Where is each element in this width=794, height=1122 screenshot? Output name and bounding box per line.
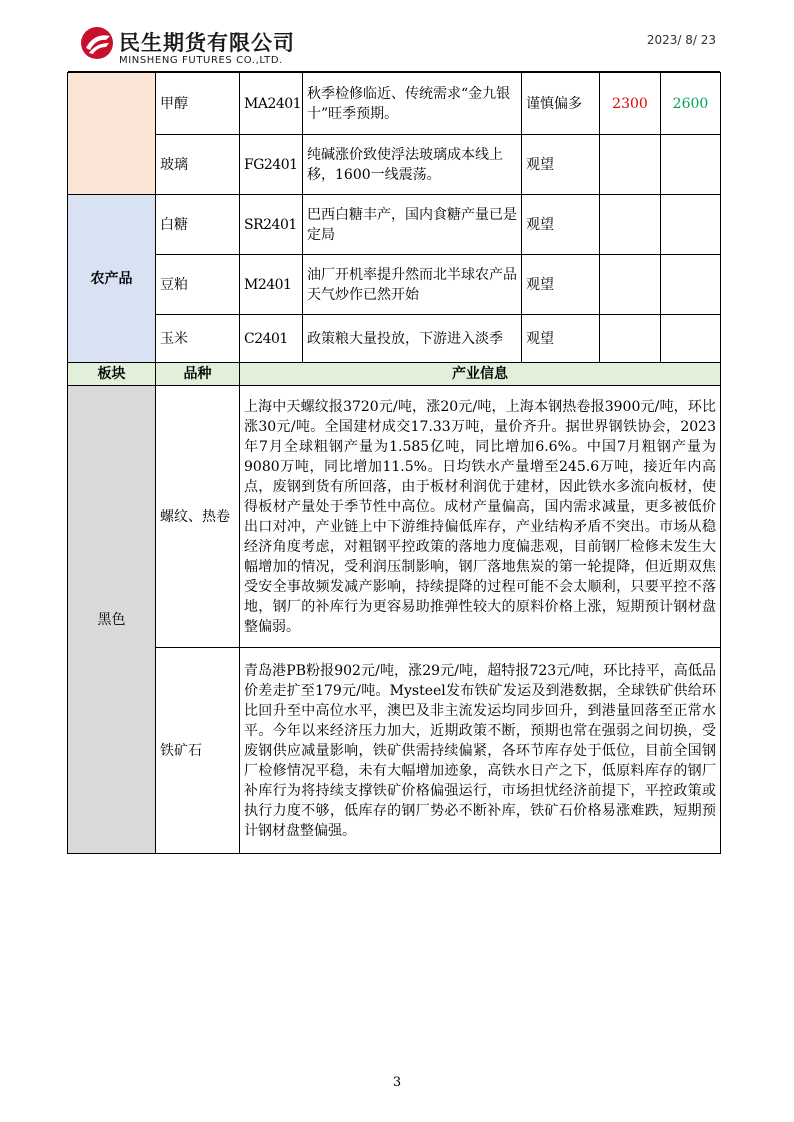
product-cell: 甲醇 xyxy=(156,73,240,135)
product-cell: 螺纹、热卷 xyxy=(156,386,240,648)
company-name-cn: 民生期货有限公司 xyxy=(119,31,295,55)
contract-code: C2401 xyxy=(240,315,303,363)
contract-code: FG2401 xyxy=(240,135,303,195)
logic-cell: 纯碱涨价致使浮法玻璃成本线上移，1600一线震荡。 xyxy=(303,135,522,195)
company-name-en: MINSHENG FUTURES CO.,LTD. xyxy=(119,55,283,66)
sector-agri-label: 农产品 xyxy=(68,195,156,363)
view-cell: 观望 xyxy=(522,195,600,255)
support-price xyxy=(600,195,661,255)
industry-info-text: 青岛港PB粉报902元/吨，涨29元/吨，超特报723元/吨，环比持平，高低品价差走扩至179元/吨。Mysteel发布铁矿发运及到港数据，全球铁矿供给环比回升至中高位水平，澳巴及非主流发运均同步回升，到港量回落至正常水平。今年以来经济压力加大，近期政策不断，预期也常在强弱之间切换，受废钢供应减量影响，铁矿供需持续偏紧，各环节库存处于低位，目前全国钢厂检修情况平稳，未有大幅增加迹象，高铁水日产之下，低原料库存的钢厂补库行为将持续支撑铁矿价格偏强运行，市场担忧经济前提下，平控政策或执行力度不够，低库存的钢厂势必不断补库，铁矿石价格易涨难跌，短期预计钢材盘整偏强。 xyxy=(240,648,721,854)
product-cell: 玻璃 xyxy=(156,135,240,195)
header-product: 品种 xyxy=(156,363,240,386)
info-header-row xyxy=(68,363,721,386)
minsheng-logo-icon xyxy=(80,26,114,60)
contract-code: MA2401 xyxy=(240,73,303,135)
view-cell: 谨慎偏多 xyxy=(522,73,600,135)
table-row xyxy=(68,195,721,255)
view-cell: 观望 xyxy=(522,135,600,195)
logic-cell: 政策粮大量投放，下游进入淡季 xyxy=(303,315,522,363)
page-header xyxy=(0,0,794,72)
support-price: 2300 xyxy=(600,73,661,135)
table-row xyxy=(68,135,721,195)
table-row xyxy=(68,255,721,315)
resistance-price: 2600 xyxy=(661,73,721,135)
product-cell: 玉米 xyxy=(156,315,240,363)
resistance-price xyxy=(661,255,721,315)
industry-info-text: 上海中天螺纹报3720元/吨，涨20元/吨，上海本钢热卷报3900元/吨，环比涨30元/吨。全国建材成交17.33万吨，量价齐升。据世界钢铁协会，2023年7月全球粗钢产量为1.585亿吨，同比增加6.6%。中国7月粗钢产量为9080万吨，同比增加11.5%。日均铁水产量增至245.6万吨，接近年内高点，废钢到货有所回落，由于板材利润优于建材，因此铁水多流向板材，使得板材产量处于季节性中高位。成材产量偏高，国内需求减量，更多被低价出口对冲，产业链上中下游维持偏低库存，产业结构矛盾不突出。市场从稳经济角度考虑，对粗钢平控政策的落地力度偏悲观，目前钢厂检修未发生大幅增加的情况，受利润压制影响，钢厂落地焦炭的第一轮提降，但近期双焦受安全事故频发减产影响，持续提降的过程可能不会太顺利，只要平控不落地，钢厂的补库行为更容易助推弹性较大的原料价格上涨，短期预计钢材盘整偏弱。 xyxy=(240,386,721,648)
contract-code: SR2401 xyxy=(240,195,303,255)
support-price xyxy=(600,315,661,363)
logic-cell: 秋季检修临近、传统需求“金九银十”旺季预期。 xyxy=(303,73,522,135)
support-price xyxy=(600,135,661,195)
strategy-table xyxy=(67,72,721,854)
page-number: 3 xyxy=(392,1075,402,1090)
product-cell: 铁矿石 xyxy=(156,648,240,854)
resistance-price xyxy=(661,135,721,195)
sector-black-label: 黑色 xyxy=(68,386,156,854)
header-sector: 板块 xyxy=(68,363,156,386)
table-row xyxy=(68,386,721,648)
product-cell: 白糖 xyxy=(156,195,240,255)
view-cell: 观望 xyxy=(522,315,600,363)
table-row xyxy=(68,648,721,854)
report-date: 2023/ 8/ 23 xyxy=(646,33,716,47)
view-cell: 观望 xyxy=(522,255,600,315)
contract-code: M2401 xyxy=(240,255,303,315)
resistance-price xyxy=(661,195,721,255)
logic-cell: 油厂开机率提升然而北半球农产品天气炒作已然开始 xyxy=(303,255,522,315)
table-row xyxy=(68,315,721,363)
header-industry-info: 产业信息 xyxy=(240,363,721,386)
table-row xyxy=(68,73,721,135)
support-price xyxy=(600,255,661,315)
resistance-price xyxy=(661,315,721,363)
product-cell: 豆粕 xyxy=(156,255,240,315)
sector-cell xyxy=(68,73,156,195)
logic-cell: 巴西白糖丰产，国内食糖产量已是定局 xyxy=(303,195,522,255)
